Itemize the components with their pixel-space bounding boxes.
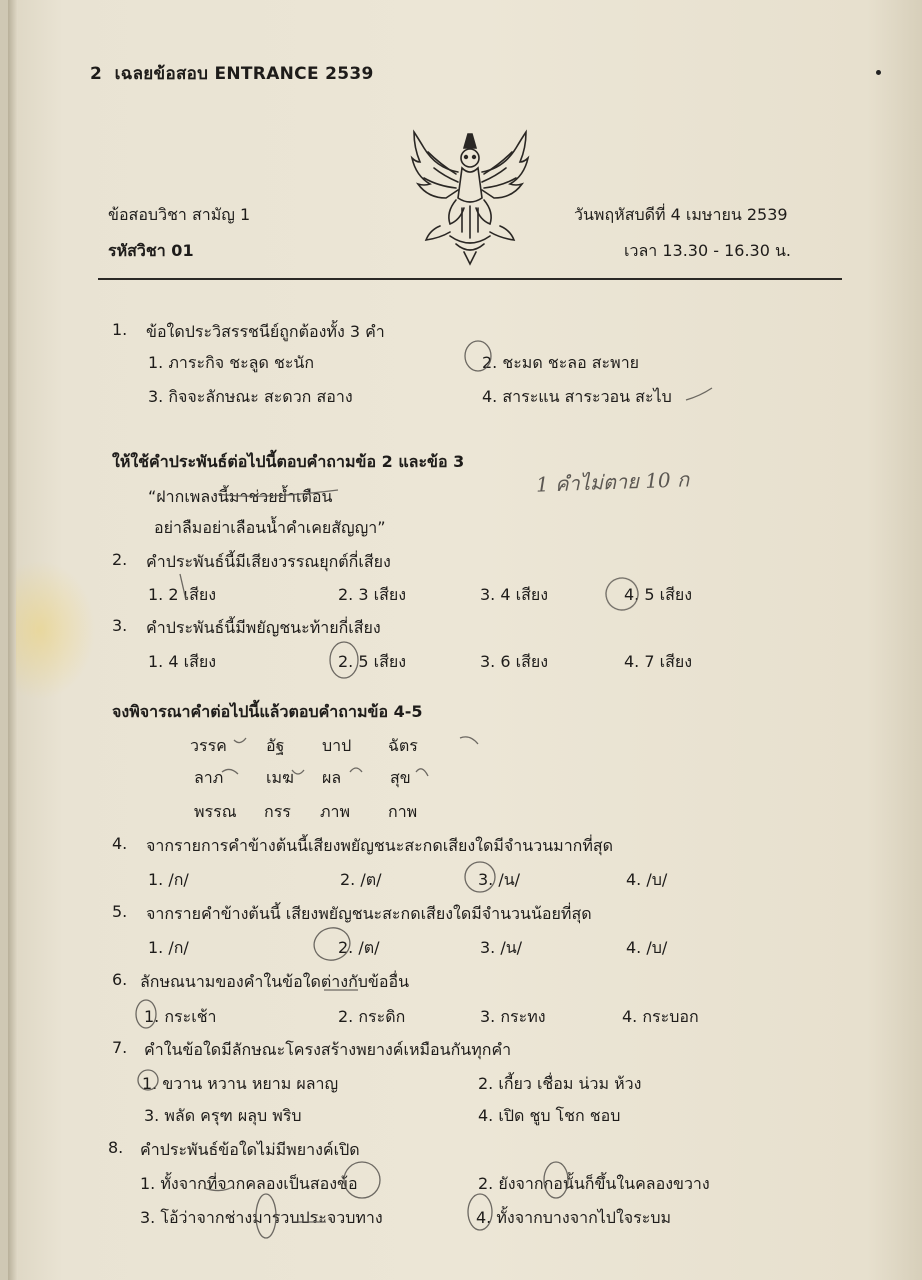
q6-choice-2: 2. กระดิก bbox=[338, 1007, 406, 1026]
question-6-text: ลักษณนามของคำในข้อใดต่างกับข้ออื่น bbox=[140, 972, 410, 991]
q7-choice-2: 2. เกี้ยว เชื่อม น่วม ห้วง bbox=[478, 1074, 642, 1093]
q4-choice-4: 4. /บ/ bbox=[626, 870, 668, 889]
q7-choice-4: 4. เปิด ชูบ โชก ชอบ bbox=[478, 1106, 621, 1125]
question-3-number: 3. bbox=[112, 616, 128, 635]
exam-page bbox=[8, 0, 922, 1280]
poem-line-2: อย่าลืมอย่าเลือนน้ำคำเคยสัญญา” bbox=[154, 518, 386, 537]
word-grid-cell: กาพ bbox=[388, 802, 418, 821]
question-4-text: จากรายการคำข้างต้นนี้เสียงพยัญชนะสะกดเสียงใดมีจำนวนมากที่สุด bbox=[146, 836, 614, 855]
page-header bbox=[90, 60, 374, 87]
q5-choice-4: 4. /บ/ bbox=[626, 938, 668, 957]
q4-choice-3: 3. /น/ bbox=[478, 870, 521, 889]
q3-choice-2: 2. 5 เสียง bbox=[338, 652, 407, 671]
word-grid-cell: วรรค bbox=[190, 736, 227, 755]
ink-dot bbox=[876, 70, 881, 75]
header-divider bbox=[98, 278, 842, 280]
q2-choice-2: 2. 3 เสียง bbox=[338, 585, 407, 604]
word-grid-cell: อัฐ bbox=[266, 736, 285, 755]
question-2-number: 2. bbox=[112, 550, 128, 569]
word-grid-cell: พรรณ bbox=[194, 802, 237, 821]
q8-choice-4: 4. ทั้งจากบางจากไปใจระบม bbox=[476, 1208, 672, 1227]
exam-date: วันพฤหัสบดีที่ 4 เมษายน 2539 bbox=[574, 205, 788, 224]
instruction-q2-q3: ให้ใช้คำประพันธ์ต่อไปนี้ตอบคำถามข้อ 2 และข้อ 3 bbox=[112, 452, 465, 471]
q8-choice-2: 2. ยังจากกอนั้นก็ขึ้นในคลองขวาง bbox=[478, 1174, 710, 1193]
poem-line-1: “ฝากเพลงนี้มาช่วยย้ำเตือน bbox=[148, 487, 333, 506]
question-3-text: คำประพันธ์นี้มีพยัญชนะท้ายกี่เสียง bbox=[146, 618, 381, 637]
q7-choice-1: 1. ขวาน หวาน หยาม ผลาญ bbox=[142, 1074, 339, 1093]
q1-choice-1: 1. ภาระกิจ ชะลูด ชะนัก bbox=[148, 353, 315, 372]
question-8-text: คำประพันธ์ข้อใดไม่มีพยางค์เปิด bbox=[140, 1140, 360, 1159]
q5-choice-1: 1. /ก/ bbox=[148, 938, 189, 957]
question-2-text: คำประพันธ์นี้มีเสียงวรรณยุกต์กี่เสียง bbox=[146, 552, 391, 571]
q8-choice-3: 3. โอ้ว่าจากช่างมารวบประจวบทาง bbox=[140, 1208, 383, 1227]
q6-choice-1: 1. กระเช้า bbox=[144, 1007, 217, 1026]
page-number: 2 bbox=[90, 64, 103, 84]
word-grid-cell: สุข bbox=[390, 768, 411, 787]
question-7-text: คำในข้อใดมีลักษณะโครงสร้างพยางค์เหมือนกันทุกคำ bbox=[144, 1040, 512, 1059]
document-title: เฉลยข้อสอบ ENTRANCE 2539 bbox=[114, 64, 374, 84]
q2-choice-4: 4. 5 เสียง bbox=[624, 585, 693, 604]
subject-line: ข้อสอบวิชา สามัญ 1 bbox=[108, 205, 251, 224]
q4-choice-1: 1. /ก/ bbox=[148, 870, 189, 889]
q3-choice-1: 1. 4 เสียง bbox=[148, 652, 217, 671]
question-1-number: 1. bbox=[112, 320, 128, 339]
q6-choice-4: 4. กระบอก bbox=[622, 1007, 699, 1026]
instruction-q4-q5: จงพิจารณาคำต่อไปนี้แล้วตอบคำถามข้อ 4-5 bbox=[112, 702, 423, 721]
q5-choice-2: 2. /ต/ bbox=[338, 938, 380, 957]
word-grid-cell: เมฆ bbox=[266, 768, 294, 787]
question-6-number: 6. bbox=[112, 970, 128, 989]
exam-time: เวลา 13.30 - 16.30 น. bbox=[624, 241, 791, 260]
word-grid-cell: ผล bbox=[322, 768, 342, 787]
question-7-number: 7. bbox=[112, 1038, 128, 1057]
question-5-number: 5. bbox=[112, 902, 128, 921]
q3-choice-3: 3. 6 เสียง bbox=[480, 652, 549, 671]
q3-choice-4: 4. 7 เสียง bbox=[624, 652, 693, 671]
paper-stain bbox=[16, 560, 96, 700]
q1-choice-4: 4. สาระแน สาระวอน สะไบ bbox=[482, 387, 672, 406]
q4-choice-2: 2. /ต/ bbox=[340, 870, 382, 889]
word-grid-cell: ฉัตร bbox=[388, 736, 418, 755]
q2-choice-3: 3. 4 เสียง bbox=[480, 585, 549, 604]
q5-choice-3: 3. /น/ bbox=[480, 938, 523, 957]
word-grid-cell: ภาพ bbox=[320, 802, 351, 821]
q1-choice-3: 3. กิจจะลักษณะ สะดวก สอาง bbox=[148, 387, 353, 406]
handwritten-note: 1 คำไม่ตาย 10 ก bbox=[535, 467, 690, 497]
q8-choice-1: 1. ทั้งจากที่จากคลองเป็นสองข้อ bbox=[140, 1174, 358, 1193]
word-grid-cell: ลาภ bbox=[194, 768, 224, 787]
pencil-tick bbox=[686, 388, 712, 400]
question-5-text: จากรายคำข้างต้นนี้ เสียงพยัญชนะสะกดเสียงใดมีจำนวนน้อยที่สุด bbox=[146, 904, 592, 923]
question-8-number: 8. bbox=[108, 1138, 124, 1157]
word-grid-cell: กรร bbox=[264, 802, 291, 821]
subject-code: รหัสวิชา 01 bbox=[108, 241, 194, 260]
garuda-emblem-icon bbox=[406, 128, 534, 266]
question-4-number: 4. bbox=[112, 834, 128, 853]
word-grid-cell: บาป bbox=[322, 736, 352, 755]
q2-choice-1: 1. 2 เสียง bbox=[148, 585, 217, 604]
q7-choice-3: 3. พลัด ครุฑ ผลุบ พริบ bbox=[144, 1106, 302, 1125]
q6-choice-3: 3. กระทง bbox=[480, 1007, 546, 1026]
question-1-text: ข้อใดประวิสรรชนีย์ถูกต้องทั้ง 3 คำ bbox=[146, 322, 385, 341]
q1-choice-2: 2. ชะมด ชะลอ สะพาย bbox=[482, 353, 640, 372]
